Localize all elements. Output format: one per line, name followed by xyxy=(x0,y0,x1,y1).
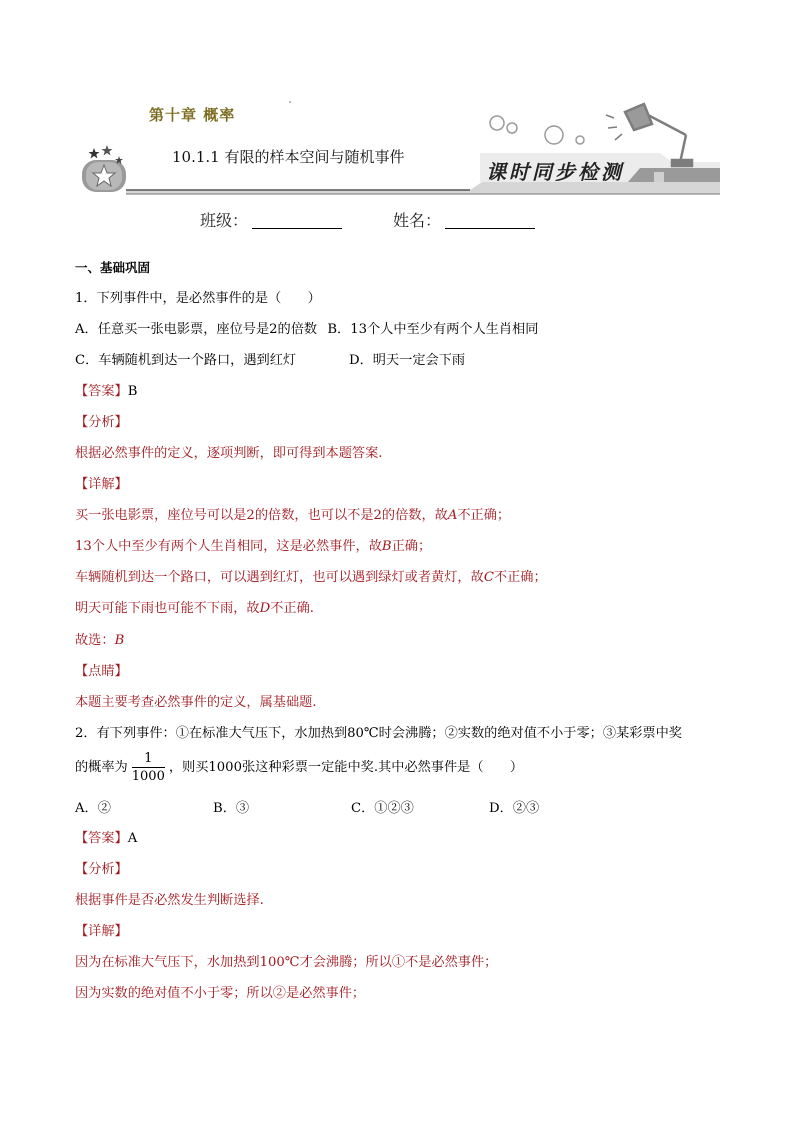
q1-option-d: D．明天一定会下雨 xyxy=(349,353,466,368)
q1-options-ab xyxy=(75,321,538,339)
q1-option-c: C．车辆随机到达一个路口，遇到红灯 xyxy=(75,353,297,368)
q1-stem: 1．下列事件中，是必然事件的是（ ） xyxy=(75,291,321,306)
fraction-denominator: 1000 xyxy=(131,769,165,784)
q2-stem-text: ，则买1000张这种彩票一定能中奖.其中必然事件是（ ） xyxy=(168,760,524,775)
q2-analysis: 根据事件是否必然发生判断选择. xyxy=(75,893,264,908)
q1-option-a: A．任意买一张电影票，座位号是2的倍数 xyxy=(75,322,318,337)
answer-value: A xyxy=(127,831,138,846)
q1-comment-tag: 【点睛】 xyxy=(75,664,128,679)
q1-analysis: 根据必然事件的定义，逐项判断，即可得到本题答案. xyxy=(75,446,383,461)
name-field xyxy=(393,208,535,231)
q2-analysis-tag: 【分析】 xyxy=(75,862,128,877)
bubbles-icon xyxy=(490,116,584,144)
q2-detail-2: 因为实数的绝对值不小于零；所以②是必然事件； xyxy=(75,986,366,1001)
q1-option-b: B．13个人中至少有两个人生肖相同 xyxy=(327,322,539,337)
star-badge-icon xyxy=(82,145,126,192)
q2-option-c: C．①②③ xyxy=(351,801,414,816)
detail-var: C xyxy=(483,570,494,585)
q2-option-d: D．②③ xyxy=(489,801,540,816)
q2-detail-tag: 【详解】 xyxy=(75,924,128,939)
name-label: 姓名： xyxy=(393,211,442,230)
fraction-numerator: 1 xyxy=(132,750,165,768)
q1-choose xyxy=(75,632,124,650)
choose-label: 故选： xyxy=(75,633,115,648)
answer-tag: 【答案】 xyxy=(75,831,128,846)
class-blank[interactable] xyxy=(252,214,342,229)
detail-text: 不正确. xyxy=(270,601,314,616)
q2-stem-2 xyxy=(75,750,523,785)
q1-detail-3 xyxy=(75,569,547,587)
detail-text: 不正确； xyxy=(457,508,511,523)
brand-title: 课时同步检测 xyxy=(486,160,624,184)
q1-comment: 本题主要考查必然事件的定义，属基础题. xyxy=(75,695,317,710)
q2-detail-1: 因为在标准大气压下，水加热到100℃才会沸腾；所以①不是必然事件； xyxy=(75,955,498,970)
q2-answer xyxy=(75,830,137,848)
q1-detail-2 xyxy=(75,538,431,556)
q2-stem-1: 2．有下列事件：①在标准大气压下，水加热到80℃时会沸腾；②实数的绝对值不小于零；③某彩票中奖 xyxy=(75,726,682,741)
detail-var: B xyxy=(381,539,392,554)
section-heading: 一、基础巩固 xyxy=(75,260,151,275)
q1-detail-tag: 【详解】 xyxy=(75,477,128,492)
detail-var: D xyxy=(259,601,271,616)
q1-answer xyxy=(75,383,137,401)
detail-text: 车辆随机到达一个路口，可以遇到红灯，也可以遇到绿灯或者黄灯，故 xyxy=(75,570,484,585)
detail-text: 13个人中至少有两个人生肖相同，这是必然事件，故 xyxy=(75,539,382,554)
choose-value: B xyxy=(114,633,125,648)
detail-text: 买一张电影票，座位号可以是2的倍数，也可以不是2的倍数，故 xyxy=(75,508,448,523)
chapter-title: 第十章 概率 xyxy=(149,106,236,124)
detail-text: 不正确； xyxy=(493,570,547,585)
header-banner xyxy=(0,0,794,200)
q2-stem-text: 的概率为 xyxy=(75,760,128,775)
class-label: 班级： xyxy=(200,211,249,230)
q1-analysis-tag: 【分析】 xyxy=(75,415,128,430)
detail-text: 正确； xyxy=(391,539,432,554)
q1-detail-4 xyxy=(75,600,314,618)
q2-option-b: B．③ xyxy=(213,801,250,816)
q1-detail-1 xyxy=(75,507,510,525)
q2-option-a: A．② xyxy=(75,801,111,816)
detail-var: A xyxy=(447,508,458,523)
detail-text: 明天可能下雨也可能不下雨，故 xyxy=(75,601,260,616)
section-title: 10.1.1 有限的样本空间与随机事件 xyxy=(172,148,405,166)
fraction xyxy=(132,750,165,785)
name-blank[interactable] xyxy=(445,214,535,229)
class-field xyxy=(200,208,342,231)
answer-tag: 【答案】 xyxy=(75,384,128,399)
answer-value: B xyxy=(127,384,138,399)
